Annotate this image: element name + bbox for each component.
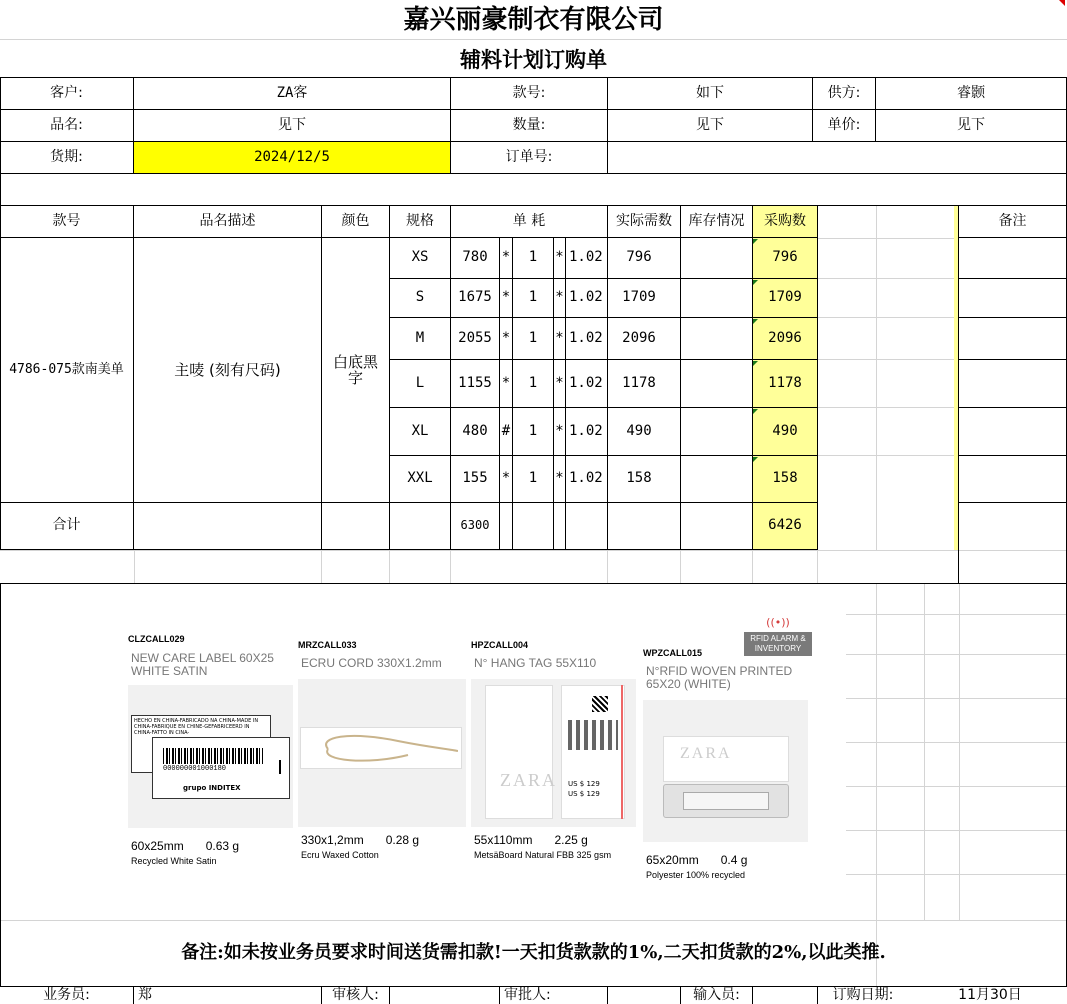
supplier-label: 供方: — [827, 84, 861, 101]
col-remark: 备注 — [998, 212, 1027, 229]
row-order-qty[interactable]: 1155 — [458, 374, 492, 391]
barcode-icon — [163, 748, 263, 764]
row-multiplier[interactable]: 1 — [528, 249, 538, 266]
row-order-qty[interactable]: 155 — [462, 470, 488, 487]
supplier-value[interactable]: 睿颢 — [957, 84, 985, 101]
card-product-image — [298, 679, 466, 827]
card-size — [131, 839, 239, 853]
card-material: Polyester 100% recycled — [646, 870, 746, 880]
row-actual-qty[interactable]: 2096 — [622, 329, 656, 346]
customer-value[interactable]: ZA客 — [276, 84, 308, 101]
row-order-qty[interactable]: 1675 — [458, 289, 492, 306]
row-stock[interactable] — [681, 456, 752, 502]
row-stock[interactable] — [681, 318, 752, 359]
card-name: ECRU CORD 330X1.2mm — [301, 656, 442, 670]
quantity-value[interactable]: 见下 — [696, 116, 724, 133]
salesman-label: 业务员: — [43, 986, 90, 1003]
row-multiplier[interactable]: 1 — [528, 289, 538, 306]
card-dimensions: 65x20mm — [646, 853, 699, 867]
hole-mark — [279, 760, 281, 774]
row-actual-qty[interactable]: 796 — [626, 249, 652, 266]
col-description: 品名描述 — [199, 212, 256, 229]
row-stock[interactable] — [681, 238, 752, 278]
card-weight: 0.63 g — [205, 839, 240, 853]
total-purchase: 6426 — [768, 517, 802, 534]
row-size[interactable]: S — [415, 289, 425, 306]
order-no-value[interactable] — [608, 142, 1066, 173]
row-size[interactable]: XXL — [407, 470, 433, 487]
row-size[interactable]: M — [415, 329, 425, 346]
salesman-value[interactable]: 郑 — [138, 987, 152, 1003]
brand-logo: ZARA — [680, 745, 732, 762]
card-material: MetsäBoard Natural FBB 325 gsm — [474, 850, 612, 860]
group-style-no[interactable]: 4786-075款南美单 — [9, 361, 124, 377]
card-code: HPZCALL004 — [471, 640, 529, 650]
approver-label: 审批人: — [504, 986, 551, 1003]
card-code: CLZCALL029 — [128, 634, 185, 644]
comment-marker — [753, 409, 758, 414]
row-purchase-qty[interactable]: 796 — [772, 249, 798, 266]
order-date-value[interactable]: 11月30日 — [958, 986, 1022, 1003]
barcode-tag — [152, 737, 290, 799]
col-style-no: 款号 — [52, 212, 81, 229]
row-loss-factor[interactable]: 1.02 — [569, 249, 603, 266]
row-stock[interactable] — [681, 408, 752, 455]
row-size[interactable]: XS — [411, 249, 429, 266]
row-operator-1[interactable]: * — [501, 329, 511, 346]
row-operator-2[interactable]: * — [555, 374, 564, 391]
delivery-date-value[interactable]: 2024/12/5 — [254, 148, 330, 165]
document-title: 辅料计划订购单 — [460, 47, 607, 73]
col-actual-qty: 实际需数 — [616, 212, 672, 229]
row-actual-qty[interactable]: 158 — [626, 470, 652, 487]
quantity-label: 数量: — [512, 116, 546, 133]
row-operator-2[interactable]: * — [555, 329, 564, 346]
delivery-date-label: 货期: — [50, 148, 83, 165]
card-product-image — [643, 700, 808, 842]
care-label-illustration: HECHO EN CHINA-FABRICADO NA CHINA-MADE IN CHINA-FABRIQUE EN CHINE-GEFABRICEERD IN CHINA-FATTO IN CINA- — [131, 715, 271, 773]
card-weight: 2.25 g — [554, 833, 588, 847]
card-code: WPZCALL015 — [643, 648, 703, 658]
row-loss-factor[interactable]: 1.02 — [569, 422, 603, 439]
product-label: 品名: — [50, 116, 83, 133]
row-purchase-qty[interactable]: 2096 — [768, 329, 802, 346]
card-product-image — [471, 679, 636, 827]
col-color: 颜色 — [341, 212, 370, 229]
row-multiplier[interactable]: 1 — [528, 470, 538, 487]
tag-red-edge — [621, 685, 623, 819]
col-purchase-qty: 采购数 — [764, 212, 806, 229]
row-multiplier[interactable]: 1 — [528, 374, 538, 391]
row-operator-1[interactable]: * — [501, 249, 511, 266]
group-description[interactable]: 主唛 (刻有尺码) — [174, 360, 281, 379]
total-qty: 6300 — [460, 518, 490, 533]
price-line-1: US $ 129 — [568, 780, 600, 788]
card-weight: 0.28 g — [385, 833, 420, 847]
row-loss-factor[interactable]: 1.02 — [569, 329, 603, 346]
cell-comment-indicator — [1059, 0, 1065, 6]
row-stock[interactable] — [681, 360, 752, 407]
card-name: N° HANG TAG 55X110 — [474, 656, 597, 670]
style-no-label: 款号: — [512, 84, 546, 101]
row-operator-1[interactable]: * — [501, 289, 511, 306]
row-multiplier[interactable]: 1 — [528, 329, 538, 346]
comment-marker — [753, 319, 758, 324]
row-loss-factor[interactable]: 1.02 — [569, 470, 603, 487]
product-value[interactable]: 见下 — [278, 116, 306, 133]
row-stock[interactable] — [681, 279, 752, 317]
row-order-qty[interactable]: 2055 — [458, 329, 492, 346]
col-unit-use: 单 耗 — [512, 212, 546, 229]
comment-marker — [753, 239, 758, 244]
unit-price-value[interactable]: 见下 — [957, 116, 985, 133]
row-operator-2[interactable]: * — [555, 249, 564, 266]
row-multiplier[interactable]: 1 — [528, 422, 538, 439]
row-actual-qty[interactable]: 1178 — [622, 374, 656, 391]
row-operator-2[interactable]: * — [555, 470, 564, 487]
card-product-image — [128, 685, 293, 828]
row-loss-factor[interactable]: 1.02 — [569, 289, 603, 306]
qr-code-icon — [592, 696, 608, 712]
row-operator-1[interactable]: * — [501, 470, 511, 487]
row-purchase-qty[interactable]: 1709 — [768, 289, 802, 306]
card-name: NEW CARE LABEL 60X25 WHITE SATIN — [131, 651, 274, 679]
comment-marker — [753, 361, 758, 366]
row-size[interactable]: L — [415, 374, 425, 391]
price-line-2: US $ 129 — [568, 790, 600, 798]
company-name: 嘉兴丽豪制衣有限公司 — [403, 4, 664, 35]
row-operator-1[interactable]: # — [501, 422, 511, 439]
card-weight: 0.4 g — [720, 853, 748, 867]
card-material: Ecru Waxed Cotton — [301, 850, 379, 860]
row-purchase-qty[interactable]: 490 — [772, 422, 798, 439]
row-purchase-qty[interactable]: 1178 — [768, 374, 802, 391]
col-stock: 库存情况 — [688, 212, 745, 229]
style-no-value[interactable]: 如下 — [696, 84, 724, 101]
card-code: MRZCALL033 — [298, 640, 357, 650]
barcode-number: 000000001000180 — [163, 765, 227, 773]
input-clerk-label: 输入员: — [693, 986, 740, 1003]
hang-tag-back — [561, 685, 625, 819]
comment-marker — [753, 280, 758, 285]
card-dimensions: 55x110mm — [474, 833, 533, 847]
reviewer-label: 审核人: — [332, 986, 379, 1003]
cord-icon — [308, 729, 458, 769]
row-loss-factor[interactable]: 1.02 — [569, 374, 603, 391]
rfid-label — [663, 736, 789, 782]
card-dimensions: 330x1,2mm — [301, 833, 364, 847]
card-size — [474, 833, 588, 847]
row-order-qty[interactable]: 480 — [462, 422, 488, 439]
card-size — [646, 853, 747, 867]
order-no-label: 订单号: — [505, 148, 553, 165]
brand-mark: grupo INDITEX — [183, 784, 241, 792]
rfid-chip — [683, 792, 769, 810]
note-text: 备注:如未按业务员要求时间送货需扣款!一天扣货款款的1%,二天扣货款的2%,以此类推. — [181, 942, 886, 964]
row-operator-2[interactable]: * — [555, 422, 564, 439]
rfid-signal-icon: ((•)) — [766, 616, 790, 629]
row-actual-qty[interactable]: 1709 — [622, 289, 656, 306]
hang-tag-front — [485, 685, 557, 819]
brand-logo: ZARA — [500, 770, 557, 790]
row-operator-2[interactable]: * — [555, 289, 564, 306]
row-size[interactable]: XL — [411, 422, 429, 439]
row-purchase-qty[interactable]: 158 — [772, 470, 798, 487]
size-grid — [568, 720, 618, 750]
col-spec: 规格 — [406, 212, 434, 229]
card-dimensions: 60x25mm — [131, 839, 184, 853]
card-name: N°RFID WOVEN PRINTED 65X20 (WHITE) — [646, 664, 793, 692]
card-size — [301, 833, 419, 847]
unit-price-label: 单价: — [827, 116, 861, 133]
card-material: Recycled White Satin — [131, 856, 217, 866]
rfid-badge: ((•)) RFID ALARM & INVENTORY — [744, 616, 812, 656]
comment-marker — [753, 457, 758, 462]
total-label: 合计 — [52, 517, 81, 534]
group-color[interactable]: 白底黑字 — [332, 352, 378, 387]
row-operator-1[interactable]: * — [501, 374, 511, 391]
order-date-label: 订购日期: — [832, 986, 894, 1003]
row-actual-qty[interactable]: 490 — [626, 422, 652, 439]
row-order-qty[interactable]: 780 — [462, 249, 488, 266]
customer-label: 客户: — [50, 84, 83, 101]
